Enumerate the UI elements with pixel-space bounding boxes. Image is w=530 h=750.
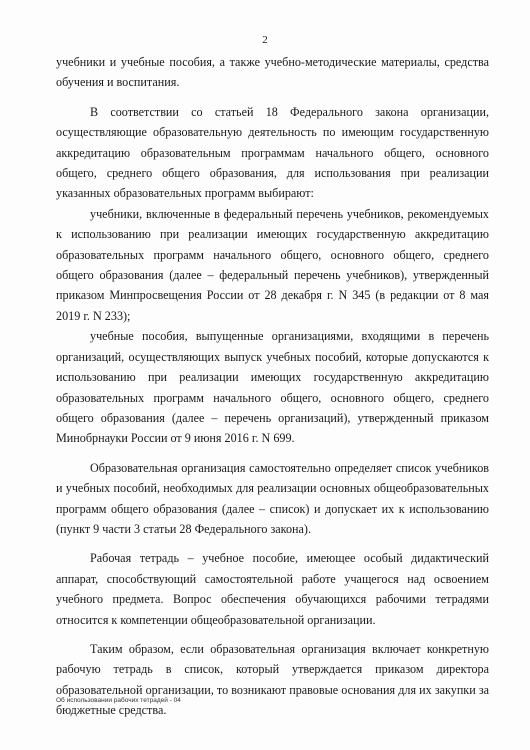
paragraph-article-18: В соответствии со статьей 18 Федерального закона организации, осуществляющие образовательную деятельность по имеющим государственную аккредитацию образовательным программам начального общего, основного общего, среднего общего образования, для использования при реализации указанных образовательных программ выбирают:	[56, 104, 489, 201]
footer-note: Об использовании рабочих тетрадей - 04	[56, 697, 181, 704]
paragraph-continuation: учебники и учебные пособия, а также учебно-методические материалы, средства обучения и воспитания.	[56, 55, 489, 90]
page-number: 2	[262, 34, 268, 46]
paragraph-study-aids: учебные пособия, выпущенные организациями, входящими в перечень организаций, осуществляющих выпуск учебных пособий, которые допускаются к использованию при реализации имеющих государственную аккредитацию образовательных программ начального общего, основного общего, среднего общего образования (далее – перечень организаций), утвержденный приказом Минобрнауки России от 9 июня 2016 г. N 699.	[56, 329, 489, 446]
paragraph-list: Образовательная организация самостоятельно определяет список учебников и учебных пособий, необходимых для реализации основных общеобразовательных программ общего образования (далее – список) и допускает их к использованию (пункт 9 части 3 статьи 28 Федерального закона).	[56, 460, 489, 536]
paragraph-conclusion: Таким образом, если образовательная организация включает конкретную рабочую тетрадь в список, который утверждается приказом директора образовательной организации, то возникают правовые основания для их закупки за бюджетные средства.	[56, 641, 489, 718]
paragraph-textbooks: учебники, включенные в федеральный перечень учебников, рекомендуемых к использованию при реализации имеющих государственную аккредитацию образовательных программ начального общего, основного общего, среднего общего образования (далее – федеральный перечень учебников), утвержденный приказом Минпросвещения России от 28 декабря г. N 345 (в редакции от 8 мая 2019 г. N 233);	[56, 206, 489, 323]
paragraph-workbook: Рабочая тетрадь – учебное пособие, имеющее особый дидактический аппарат, способствующий самостоятельной работе учащегося над освоением учебного предмета. Вопрос обеспечения обучающихся рабочими тетрадями относится к компетенции общеобразовательной организации.	[56, 551, 489, 627]
document-body	[56, 52, 489, 721]
